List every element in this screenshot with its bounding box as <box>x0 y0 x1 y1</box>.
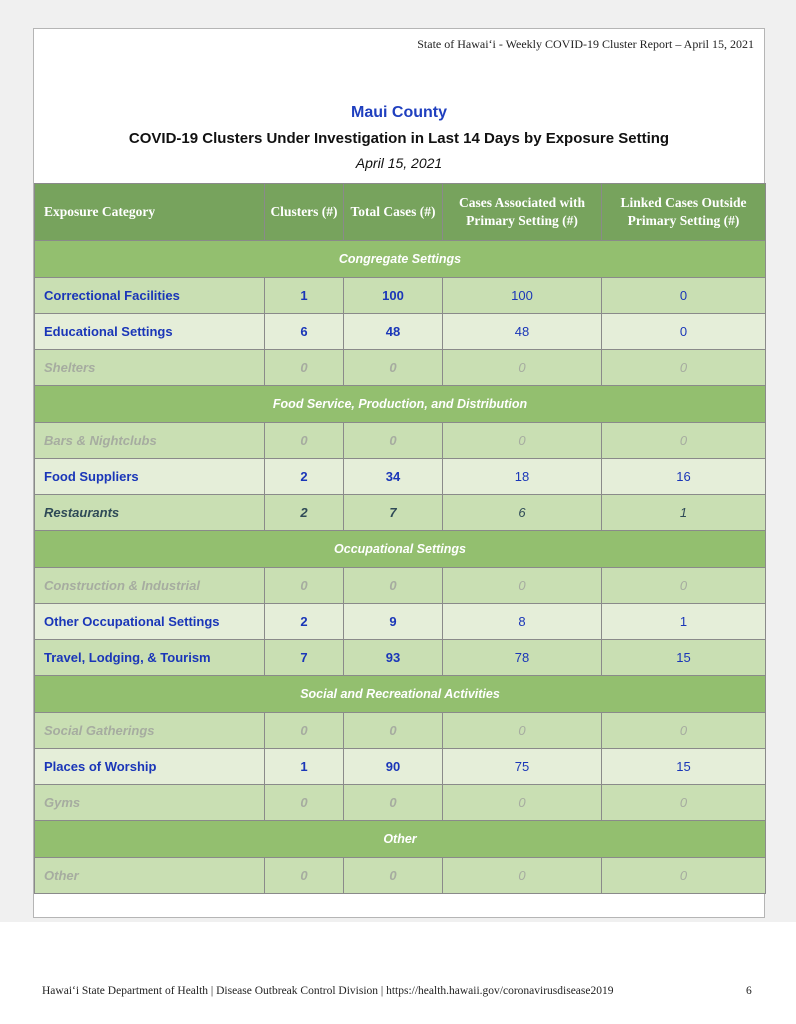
total-cases-cell: 0 <box>344 713 443 749</box>
section-title: Social and Recreational Activities <box>35 676 766 713</box>
clusters-table <box>34 183 766 894</box>
primary-setting-cell: 78 <box>443 640 602 676</box>
report-page <box>33 28 765 918</box>
category-cell: Bars & Nightclubs <box>35 423 265 459</box>
table-body <box>35 241 766 894</box>
table-row <box>35 278 766 314</box>
table-row <box>35 749 766 785</box>
total-cases-cell: 7 <box>344 495 443 531</box>
clusters-cell: 1 <box>265 749 344 785</box>
category-cell: Restaurants <box>35 495 265 531</box>
column-header-total-cases: Total Cases (#) <box>344 184 443 241</box>
clusters-cell: 7 <box>265 640 344 676</box>
table-row <box>35 785 766 821</box>
table-row <box>35 858 766 894</box>
section-title: Food Service, Production, and Distribution <box>35 386 766 423</box>
table-row <box>35 640 766 676</box>
outside-primary-cell: 1 <box>602 604 766 640</box>
primary-setting-cell: 75 <box>443 749 602 785</box>
report-date: April 15, 2021 <box>355 155 443 171</box>
outside-primary-cell: 0 <box>602 278 766 314</box>
section-title: Occupational Settings <box>35 531 766 568</box>
section-row <box>35 386 766 423</box>
section-title: Other <box>35 821 766 858</box>
outside-primary-cell: 0 <box>602 858 766 894</box>
outside-primary-cell: 0 <box>602 423 766 459</box>
category-cell: Educational Settings <box>35 314 265 350</box>
primary-setting-cell: 0 <box>443 713 602 749</box>
footer-text: Hawai‘i State Department of Health | Disease Outbreak Control Division | https://health.hawaii.gov/coronavirusdisease2019 <box>42 985 614 997</box>
category-cell: Social Gatherings <box>35 713 265 749</box>
category-cell: Other Occupational Settings <box>35 604 265 640</box>
category-cell: Travel, Lodging, & Tourism <box>35 640 265 676</box>
section-row <box>35 531 766 568</box>
total-cases-cell: 0 <box>344 350 443 386</box>
clusters-cell: 2 <box>265 495 344 531</box>
table-row <box>35 713 766 749</box>
table-row <box>35 423 766 459</box>
primary-setting-cell: 0 <box>443 858 602 894</box>
clusters-cell: 0 <box>265 858 344 894</box>
table-row <box>35 604 766 640</box>
section-row <box>35 241 766 278</box>
primary-setting-cell: 0 <box>443 423 602 459</box>
category-cell: Food Suppliers <box>35 459 265 495</box>
section-row <box>35 676 766 713</box>
table-row <box>35 350 766 386</box>
total-cases-cell: 100 <box>344 278 443 314</box>
column-header-primary-setting: Cases Associated with Primary Setting (#) <box>443 184 602 241</box>
column-header-category: Exposure Category <box>35 184 265 241</box>
outside-primary-cell: 0 <box>602 713 766 749</box>
total-cases-cell: 90 <box>344 749 443 785</box>
total-cases-cell: 0 <box>344 423 443 459</box>
primary-setting-cell: 8 <box>443 604 602 640</box>
primary-setting-cell: 18 <box>443 459 602 495</box>
primary-setting-cell: 100 <box>443 278 602 314</box>
footer-strip <box>0 922 796 1024</box>
table-row <box>35 459 766 495</box>
page-title: COVID-19 Clusters Under Investigation in Last 14 Days by Exposure Setting <box>128 130 670 147</box>
column-header-outside-primary: Linked Cases Outside Primary Setting (#) <box>602 184 766 241</box>
clusters-cell: 6 <box>265 314 344 350</box>
total-cases-cell: 93 <box>344 640 443 676</box>
clusters-cell: 2 <box>265 459 344 495</box>
outside-primary-cell: 15 <box>602 749 766 785</box>
outside-primary-cell: 0 <box>602 314 766 350</box>
total-cases-cell: 0 <box>344 858 443 894</box>
primary-setting-cell: 48 <box>443 314 602 350</box>
report-header: State of Hawai‘i - Weekly COVID-19 Cluster Report – April 15, 2021 <box>417 37 754 51</box>
total-cases-cell: 0 <box>344 785 443 821</box>
category-cell: Construction & Industrial <box>35 568 265 604</box>
table-header-row <box>35 184 766 241</box>
section-row <box>35 821 766 858</box>
category-cell: Shelters <box>35 350 265 386</box>
outside-primary-cell: 16 <box>602 459 766 495</box>
total-cases-cell: 9 <box>344 604 443 640</box>
clusters-cell: 0 <box>265 423 344 459</box>
clusters-cell: 0 <box>265 713 344 749</box>
clusters-cell: 1 <box>265 278 344 314</box>
total-cases-cell: 34 <box>344 459 443 495</box>
total-cases-cell: 48 <box>344 314 443 350</box>
outside-primary-cell: 0 <box>602 568 766 604</box>
total-cases-cell: 0 <box>344 568 443 604</box>
column-header-clusters: Clusters (#) <box>265 184 344 241</box>
outside-primary-cell: 1 <box>602 495 766 531</box>
clusters-cell: 0 <box>265 350 344 386</box>
outside-primary-cell: 0 <box>602 785 766 821</box>
clusters-cell: 0 <box>265 568 344 604</box>
category-cell: Gyms <box>35 785 265 821</box>
primary-setting-cell: 0 <box>443 568 602 604</box>
primary-setting-cell: 0 <box>443 350 602 386</box>
category-cell: Other <box>35 858 265 894</box>
clusters-cell: 0 <box>265 785 344 821</box>
page-number: 6 <box>746 985 752 997</box>
outside-primary-cell: 0 <box>602 350 766 386</box>
table-row <box>35 495 766 531</box>
outside-primary-cell: 15 <box>602 640 766 676</box>
table-row <box>35 568 766 604</box>
section-title: Congregate Settings <box>35 241 766 278</box>
clusters-cell: 2 <box>265 604 344 640</box>
primary-setting-cell: 0 <box>443 785 602 821</box>
county-title: Maui County <box>351 104 447 121</box>
primary-setting-cell: 6 <box>443 495 602 531</box>
category-cell: Places of Worship <box>35 749 265 785</box>
table-row <box>35 314 766 350</box>
category-cell: Correctional Facilities <box>35 278 265 314</box>
